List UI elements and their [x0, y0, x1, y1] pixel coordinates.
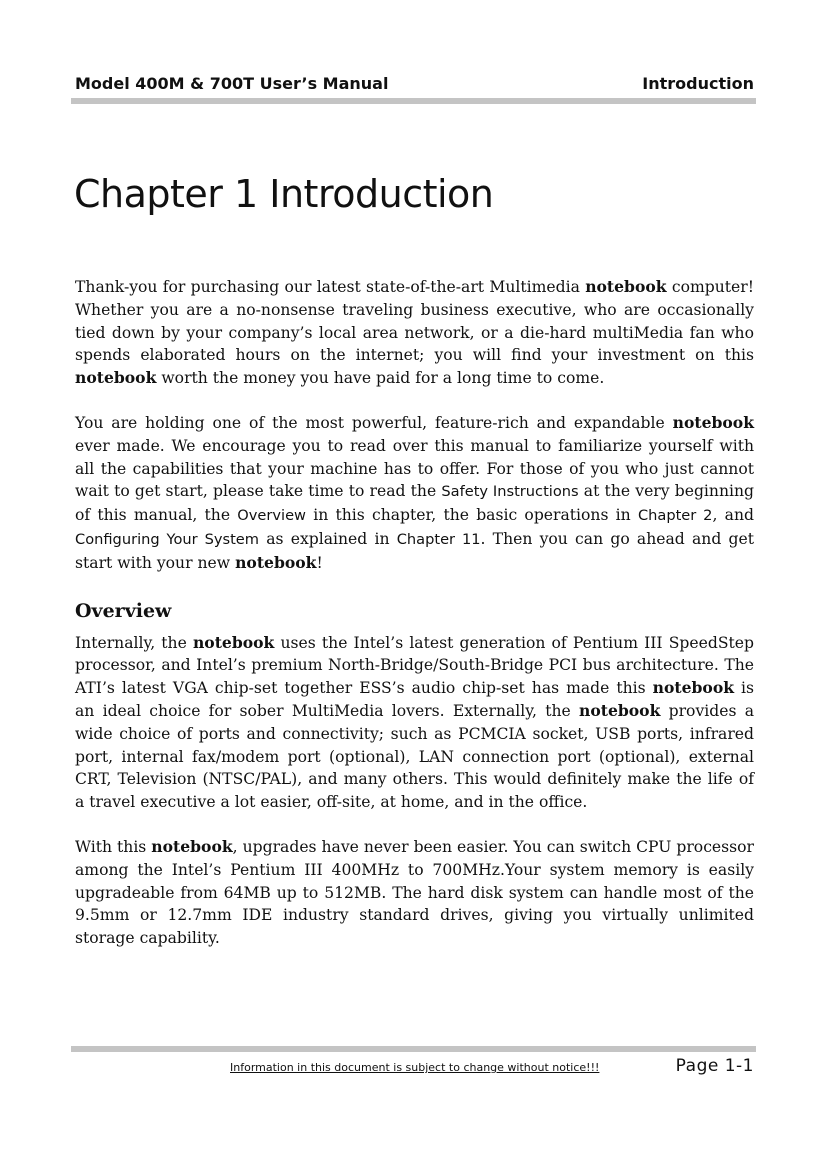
- text-run: as explained in: [259, 529, 397, 548]
- text-run: . Then you can go ahead and get start with your new: [75, 529, 754, 572]
- text-run: Internally, the: [75, 633, 193, 652]
- header-rule: [71, 98, 756, 104]
- intro-paragraph-2: [75, 412, 754, 575]
- paragraph-gap: [75, 814, 754, 836]
- text-run: , upgrades have never been easier. You can switch CPU processor among the Intel’s Pentium III 400MHz to 700MHz.Your system memory is easily upgradeable from 64MB up to 512MB. The hard disk system can handle most of the 9.5mm or 12.7mm IDE industry standard drives, giving you virtually unlimited storage capability.: [75, 837, 755, 948]
- text-run: uses the Intel’s latest generation of Pentium III SpeedStep processor, and Intel’s premium North-Bridge/South-Bridge PCI bus architecture. The ATI’s latest VGA chip-set together ESS’s audio chip-set has made this: [75, 633, 754, 698]
- bold-term: notebook: [652, 678, 735, 698]
- footer-rule: [71, 1046, 756, 1052]
- paragraph-gap: [75, 390, 754, 412]
- page-content: [75, 276, 754, 950]
- bold-term: notebook: [672, 412, 754, 432]
- reference-chapter-2: Chapter 2: [637, 507, 713, 525]
- bold-term: notebook: [579, 700, 661, 720]
- intro-paragraph-1: [75, 276, 754, 390]
- overview-paragraph-1: [75, 632, 754, 814]
- page-header: [75, 74, 754, 96]
- text-run: , and: [712, 506, 754, 525]
- text-run: ever made. We encourage you to read over this manual to familiarize yourself with all the capabilities that your machine has to offer. For those of you who just cannot wait to get start, please take time to read the: [75, 436, 754, 501]
- text-run: at the very beginning of this manual, the: [75, 482, 755, 525]
- text-run: worth the money you have paid for a long time to come.: [156, 369, 605, 388]
- text-run: With this: [75, 837, 152, 856]
- text-run: Thank-you for purchasing our latest state-of-the-art Multimedia: [75, 278, 586, 296]
- text-run: You are holding one of the most powerful, feature-rich and expandable: [75, 413, 673, 432]
- reference-chapter-11: Chapter 11: [396, 530, 481, 548]
- overview-paragraph-2: [75, 836, 754, 950]
- reference-configuring-your-system: Configuring Your System: [75, 530, 259, 548]
- text-run: computer! Whether you are a no-nonsense traveling business executive, who are occasionally tied down by your company’s local area network, or a die-hard multiMedia fan who spends elaborated hours on the internet; you will find your investment on this: [75, 278, 755, 365]
- section-name: Introduction: [642, 74, 754, 93]
- bold-term: notebook: [75, 368, 157, 388]
- bold-term: notebook: [235, 552, 317, 572]
- reference-overview: Overview: [237, 507, 306, 525]
- chapter-title: Chapter 1 Introduction: [74, 172, 494, 216]
- reference-safety-instructions: Safety Instructions: [441, 483, 579, 501]
- text-run: in this chapter, the basic operations in: [306, 506, 638, 525]
- manual-title: Model 400M & 700T User’s Manual: [75, 74, 389, 93]
- footer-notice: Information in this document is subject to change without notice!!!: [230, 1061, 600, 1074]
- text-run: is an ideal choice for sober MultiMedia lovers. Externally, the: [75, 679, 754, 720]
- bold-term: notebook: [151, 836, 233, 856]
- text-run: provides a wide choice of ports and connectivity; such as PCMCIA socket, USB ports, infrared port, internal fax/modem port (optional), LAN connection port (optional), external CRT, Television (NTSC/PAL), and many others. This would definitely make the life of a travel executive a lot easier, off-site, at home, and in the office.: [75, 701, 754, 812]
- page-number: Page 1-1: [675, 1056, 754, 1076]
- overview-heading: Overview: [75, 599, 172, 622]
- bold-term: notebook: [585, 277, 667, 296]
- text-run: !: [316, 553, 323, 572]
- bold-term: notebook: [192, 632, 275, 652]
